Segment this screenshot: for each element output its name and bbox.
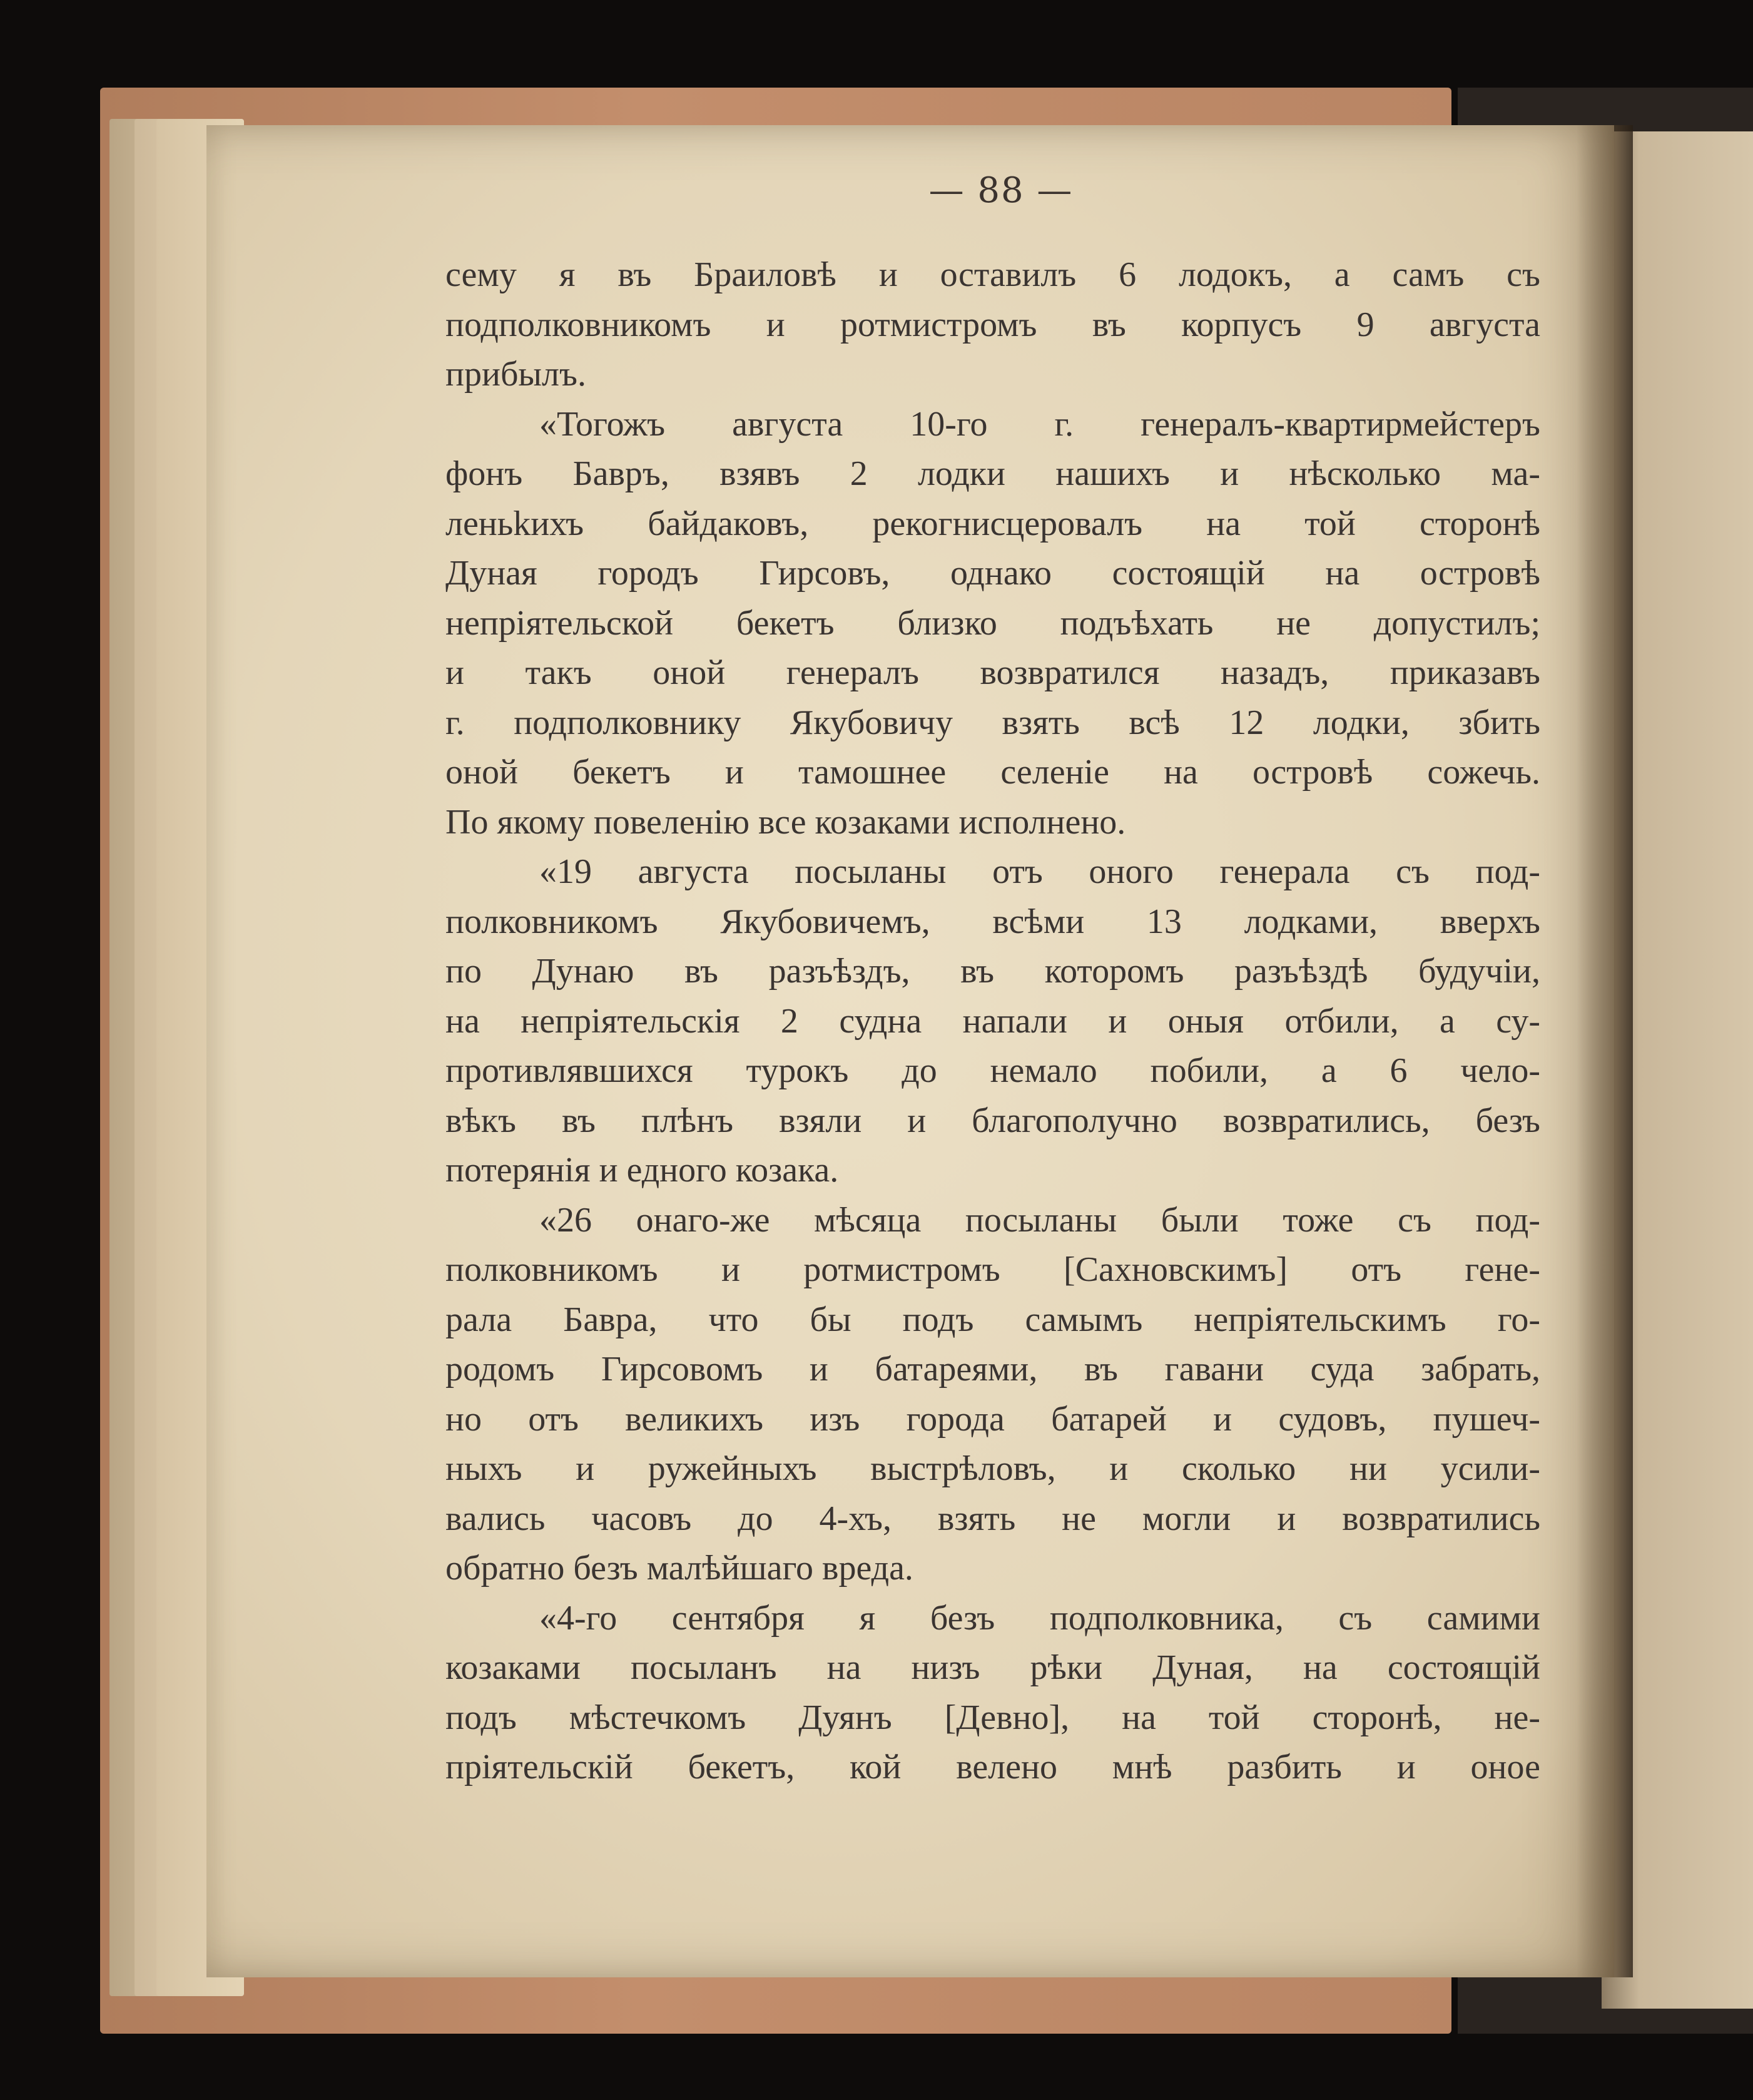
text-line: по Дунаю въ разъѣздъ, въ которомъ разъѣздѣ будучіи, — [445, 952, 1540, 991]
text-line: оной бекетъ и тамошнее селеніе на островѣ сожечь. — [445, 753, 1540, 792]
text-line: г. подполковнику Якубовичу взять всѣ 12 лодки, збить — [445, 703, 1540, 742]
text-line: «Тогожъ августа 10-го г. генералъ-квартирмейстеръ — [539, 404, 1540, 444]
text-line: потерянія и едного козака. — [445, 1151, 839, 1190]
text-line: обратно безъ малѣйшаго вреда. — [445, 1549, 913, 1588]
text-line: По якому повеленію все козаками исполнено. — [445, 802, 1126, 842]
text-line: полковникомъ Якубовичемъ, всѣми 13 лодками, вверхъ — [445, 902, 1540, 941]
text-line: вались часовъ до 4-хъ, взять не могли и возвратились — [445, 1499, 1540, 1538]
text-line: родомъ Гирсовомъ и батареями, въ гавани суда забрать, — [445, 1350, 1540, 1389]
text-line: вѣкъ въ плѣнъ взяли и благополучно возвратились, безъ — [445, 1101, 1540, 1140]
text-line: пріятельскій бекетъ, кой велено мнѣ разбить и оное — [445, 1748, 1540, 1787]
text-line: сему я въ Браиловѣ и оставилъ 6 лодокъ, а самъ съ — [445, 255, 1540, 294]
text-line: ныхъ и ружейныхъ выстрѣловъ, и сколько ни усили- — [445, 1449, 1540, 1488]
text-line: подполковникомъ и ротмистромъ въ корпусъ 9 августа — [445, 305, 1540, 344]
page-body-text — [445, 250, 1540, 1793]
page-gutter-shadow — [1577, 125, 1633, 1977]
text-line: но отъ великихъ изъ города батарей и судовъ, пушеч- — [445, 1399, 1540, 1439]
text-line: непріятельской бекетъ близко подъѣхать не допустилъ; — [445, 603, 1540, 643]
page-number: — 88 — — [928, 170, 1074, 211]
text-line: полковникомъ и ротмистромъ [Сахновскимъ] отъ гене- — [445, 1250, 1540, 1289]
text-line: «26 онаго-же мѣсяца посыланы были тоже съ под- — [539, 1200, 1540, 1240]
text-line: противлявшихся турокъ до немало побили, а 6 чело- — [445, 1051, 1540, 1090]
text-line: «4-го сентября я безъ подполковника, съ самими — [539, 1598, 1540, 1638]
text-line: козаками посыланъ на низъ рѣки Дуная, на состоящій — [445, 1648, 1540, 1687]
text-line: и такъ оной генералъ возвратился назадъ, приказавъ — [445, 653, 1540, 692]
text-line: подъ мѣстечкомъ Дуянъ [Девно], на той сторонѣ, не- — [445, 1698, 1540, 1737]
text-line: фонъ Бавръ, взявъ 2 лодки нашихъ и нѣсколько ма- — [445, 454, 1540, 493]
text-line: Дуная городъ Гирсовъ, однако состоящій на островѣ — [445, 554, 1540, 593]
text-line: леньkихъ байдаковъ, рекогнисцеровалъ на той сторонѣ — [445, 504, 1540, 543]
text-line: прибылъ. — [445, 355, 586, 394]
text-line: «19 августа посыланы отъ оного генерала съ под- — [539, 852, 1540, 891]
text-line: рала Бавра, что бы подъ самымъ непріятельскимъ го- — [445, 1300, 1540, 1339]
text-line: на непріятельскія 2 судна напали и оныя отбили, а су- — [445, 1001, 1540, 1041]
